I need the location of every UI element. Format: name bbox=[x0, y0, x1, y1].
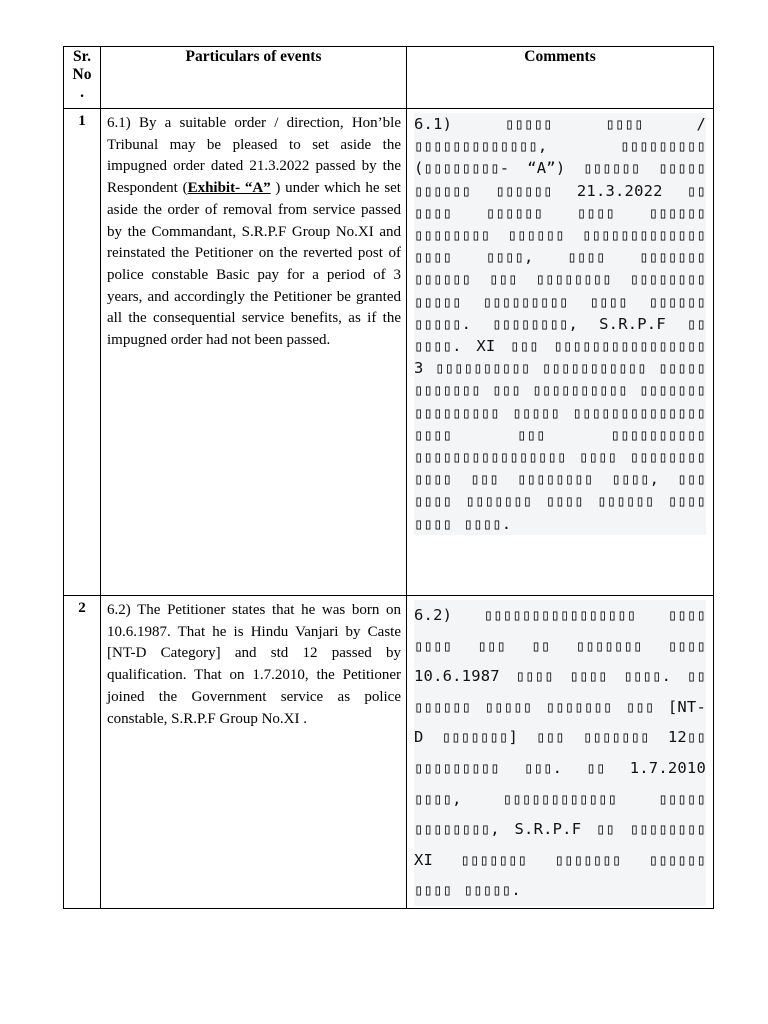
sr-header-line-1: Sr. bbox=[73, 48, 91, 65]
row-number: 2 bbox=[64, 596, 101, 909]
particulars-text: 6.1) By a suitable order / direction, Hon’ble Tribunal may be pleased to set aside the impugned order dated 21.3.2022 passed by the Respondent ( bbox=[107, 115, 401, 197]
particulars-cell bbox=[101, 109, 407, 596]
comments-text: 6.1) ▯▯▯▯▯ ▯▯▯▯ / ▯▯▯▯▯▯▯▯▯▯▯▯▯, ▯▯▯▯▯▯▯▯▯ (▯▯▯▯▯▯▯▯- “A”) ▯▯▯▯▯▯ ▯▯▯▯▯ ▯▯▯▯▯▯ ▯▯▯▯▯▯ 21.3.2022 ▯▯ ▯▯▯▯ ▯▯▯▯▯▯ ▯▯▯▯ ▯▯▯▯▯▯ ▯▯▯▯▯▯▯▯ ▯▯▯▯▯▯ ▯▯▯▯▯▯▯▯▯▯▯▯▯ ▯▯▯▯ ▯▯▯▯, ▯▯▯▯ ▯▯▯▯▯▯▯ ▯▯▯▯▯▯ ▯▯▯ ▯▯▯▯▯▯▯▯ ▯▯▯▯▯▯▯▯ ▯▯▯▯▯ ▯▯▯▯▯▯▯▯▯ ▯▯▯▯ ▯▯▯▯▯▯ ▯▯▯▯▯. ▯▯▯▯▯▯▯▯, S.R.P.F ▯▯ ▯▯▯▯. XI ▯▯▯ ▯▯▯▯▯▯▯▯▯▯▯▯▯▯▯▯ 3 ▯▯▯▯▯▯▯▯▯▯ ▯▯▯▯▯▯▯▯▯▯▯ ▯▯▯▯▯ ▯▯▯▯▯▯▯ ▯▯▯ ▯▯▯▯▯▯▯▯▯▯ ▯▯▯▯▯▯▯ ▯▯▯▯▯▯▯▯▯ ▯▯▯▯▯ ▯▯▯▯▯▯▯▯▯▯▯▯▯▯ ▯▯▯▯ ▯▯▯ ▯▯▯▯▯▯▯▯▯▯ ▯▯▯▯▯▯▯▯▯▯▯▯▯▯▯▯ ▯▯▯▯ ▯▯▯▯▯▯▯▯ ▯▯▯▯ ▯▯▯ ▯▯▯▯▯▯▯▯ ▯▯▯▯, ▯▯▯ ▯▯▯▯ ▯▯▯▯▯▯▯ ▯▯▯▯ ▯▯▯▯▯▯ ▯▯▯▯ ▯▯▯▯ ▯▯▯▯. bbox=[414, 113, 706, 535]
comments-cell bbox=[407, 109, 714, 596]
particulars-text-cont: ) under which he set aside the order of removal from service passed by the Commandant, S.R.P.F Group No.XI and reinstated the Petitioner on the reverted post of police constable Basic pay for a period of 3 years, and accordingly the Petitioner be granted all the consequential service benefits, as if the impugned order had not been passed. bbox=[107, 180, 401, 349]
sr-header-line-3: . bbox=[80, 84, 84, 101]
sr-header-line-2: No bbox=[72, 66, 92, 83]
particulars-text: 6.2) The Petitioner states that he was born on 10.6.1987. That he is Hindu Vanjari by Caste [NT-D Category] and std 12 passed by qualification. That on 1.7.2010, the Petitioner joined the Government service as police constable, S.R.P.F Group No.XI . bbox=[107, 602, 401, 727]
table-row bbox=[64, 596, 714, 909]
particulars-cell bbox=[101, 596, 407, 909]
table-row bbox=[64, 109, 714, 596]
comments-text: 6.2) ▯▯▯▯▯▯▯▯▯▯▯▯▯▯▯▯ ▯▯▯▯ ▯▯▯▯ ▯▯▯ ▯▯ ▯▯▯▯▯▯▯ ▯▯▯▯ 10.6.1987 ▯▯▯▯ ▯▯▯▯ ▯▯▯▯. ▯▯ ▯▯▯▯▯▯ ▯▯▯▯▯ ▯▯▯▯▯▯▯ ▯▯▯ [NT-D ▯▯▯▯▯▯▯] ▯▯▯ ▯▯▯▯▯▯▯ 12▯▯ ▯▯▯▯▯▯▯▯▯ ▯▯▯. ▯▯ 1.7.2010 ▯▯▯▯, ▯▯▯▯▯▯▯▯▯▯▯▯ ▯▯▯▯▯ ▯▯▯▯▯▯▯▯, S.R.P.F ▯▯ ▯▯▯▯▯▯▯▯ XI ▯▯▯▯▯▯▯ ▯▯▯▯▯▯▯ ▯▯▯▯▯▯ ▯▯▯▯ ▯▯▯▯▯. bbox=[414, 600, 706, 906]
particulars-header: Particulars of events bbox=[101, 47, 407, 109]
comments-cell bbox=[407, 596, 714, 909]
comments-header: Comments bbox=[407, 47, 714, 109]
sr-no-header bbox=[64, 47, 101, 109]
header-row bbox=[64, 47, 714, 109]
exhibit-reference: Exhibit- “A” bbox=[187, 180, 271, 197]
events-table bbox=[63, 46, 714, 909]
row-number: 1 bbox=[64, 109, 101, 596]
